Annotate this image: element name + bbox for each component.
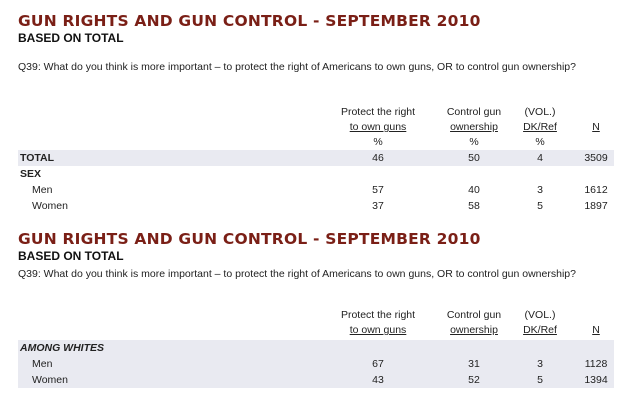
header-protect-right: [318, 308, 438, 338]
header-control-gun: [432, 105, 516, 135]
row-label: AMONG WHITES: [20, 342, 104, 354]
cell: 37: [372, 200, 384, 212]
section-subtitle: BASED ON TOTAL: [18, 249, 124, 263]
header-n: [578, 323, 614, 338]
crosstab-section-1: [18, 12, 614, 212]
cell: 4: [537, 152, 543, 164]
header-line: Protect the right: [340, 106, 416, 118]
crosstab-section-2: [18, 230, 614, 386]
cell: 67: [372, 358, 384, 370]
cell: 40: [468, 184, 480, 196]
table-row-women: [18, 198, 614, 214]
cell: 50: [468, 152, 480, 164]
cell: 5: [537, 200, 543, 212]
cell: 58: [468, 200, 480, 212]
cell: 5: [537, 374, 543, 386]
cell: 52: [468, 374, 480, 386]
header-line: N: [592, 324, 600, 336]
cell: 1394: [584, 374, 608, 386]
cell: 31: [468, 358, 480, 370]
cell: 3: [537, 358, 543, 370]
question-text: Q39: What do you think is more important – to protect the right of Americans to own guns, OR to control gun ownership?: [18, 268, 576, 280]
row-label: Women: [32, 200, 68, 212]
table-row-men: [18, 182, 614, 198]
header-dk-ref: [510, 105, 570, 135]
section-title: GUN RIGHTS AND GUN CONTROL - SEPTEMBER 2010: [18, 230, 481, 248]
cell: 43: [372, 374, 384, 386]
header-line: ownership: [450, 121, 498, 133]
header-control-gun: [432, 308, 516, 338]
cell: 1897: [584, 200, 608, 212]
row-label: Women: [32, 374, 68, 386]
header-protect-right: [318, 105, 438, 135]
row-label: TOTAL: [20, 152, 55, 164]
cell: %: [469, 136, 479, 148]
table-row-among-whites: [18, 340, 614, 356]
cell: %: [535, 136, 545, 148]
cell: 1128: [584, 358, 608, 370]
section-subtitle: BASED ON TOTAL: [18, 31, 124, 45]
cell: 3: [537, 184, 543, 196]
cell: %: [373, 136, 383, 148]
cell: 1612: [584, 184, 608, 196]
header-line: Control gun: [446, 106, 502, 118]
cell: 46: [372, 152, 384, 164]
table-row-total: [18, 150, 614, 166]
percent-row: [18, 134, 614, 150]
header-line: DK/Ref: [523, 121, 557, 133]
cell: 3509: [584, 152, 608, 164]
header-line: to own guns: [349, 324, 407, 336]
header-line: Protect the right: [340, 309, 416, 321]
table-row-men: [18, 356, 614, 372]
row-label: Men: [32, 184, 53, 196]
header-line: N: [592, 121, 600, 133]
table-row-sex: [18, 166, 614, 182]
header-line: ownership: [450, 324, 498, 336]
header-n: [578, 120, 614, 135]
question-text: Q39: What do you think is more important – to protect the right of Americans to own guns, OR to control gun ownership?: [18, 61, 576, 73]
header-line: to own guns: [349, 121, 407, 133]
cell: 57: [372, 184, 384, 196]
table-row-women: [18, 372, 614, 388]
header-line: DK/Ref: [523, 324, 557, 336]
header-dk-ref: [510, 308, 570, 338]
header-line: (VOL.): [524, 106, 556, 118]
header-line: Control gun: [446, 309, 502, 321]
row-label: SEX: [20, 168, 42, 180]
row-label: Men: [32, 358, 53, 370]
section-title: GUN RIGHTS AND GUN CONTROL - SEPTEMBER 2010: [18, 12, 481, 30]
header-line: (VOL.): [524, 309, 556, 321]
